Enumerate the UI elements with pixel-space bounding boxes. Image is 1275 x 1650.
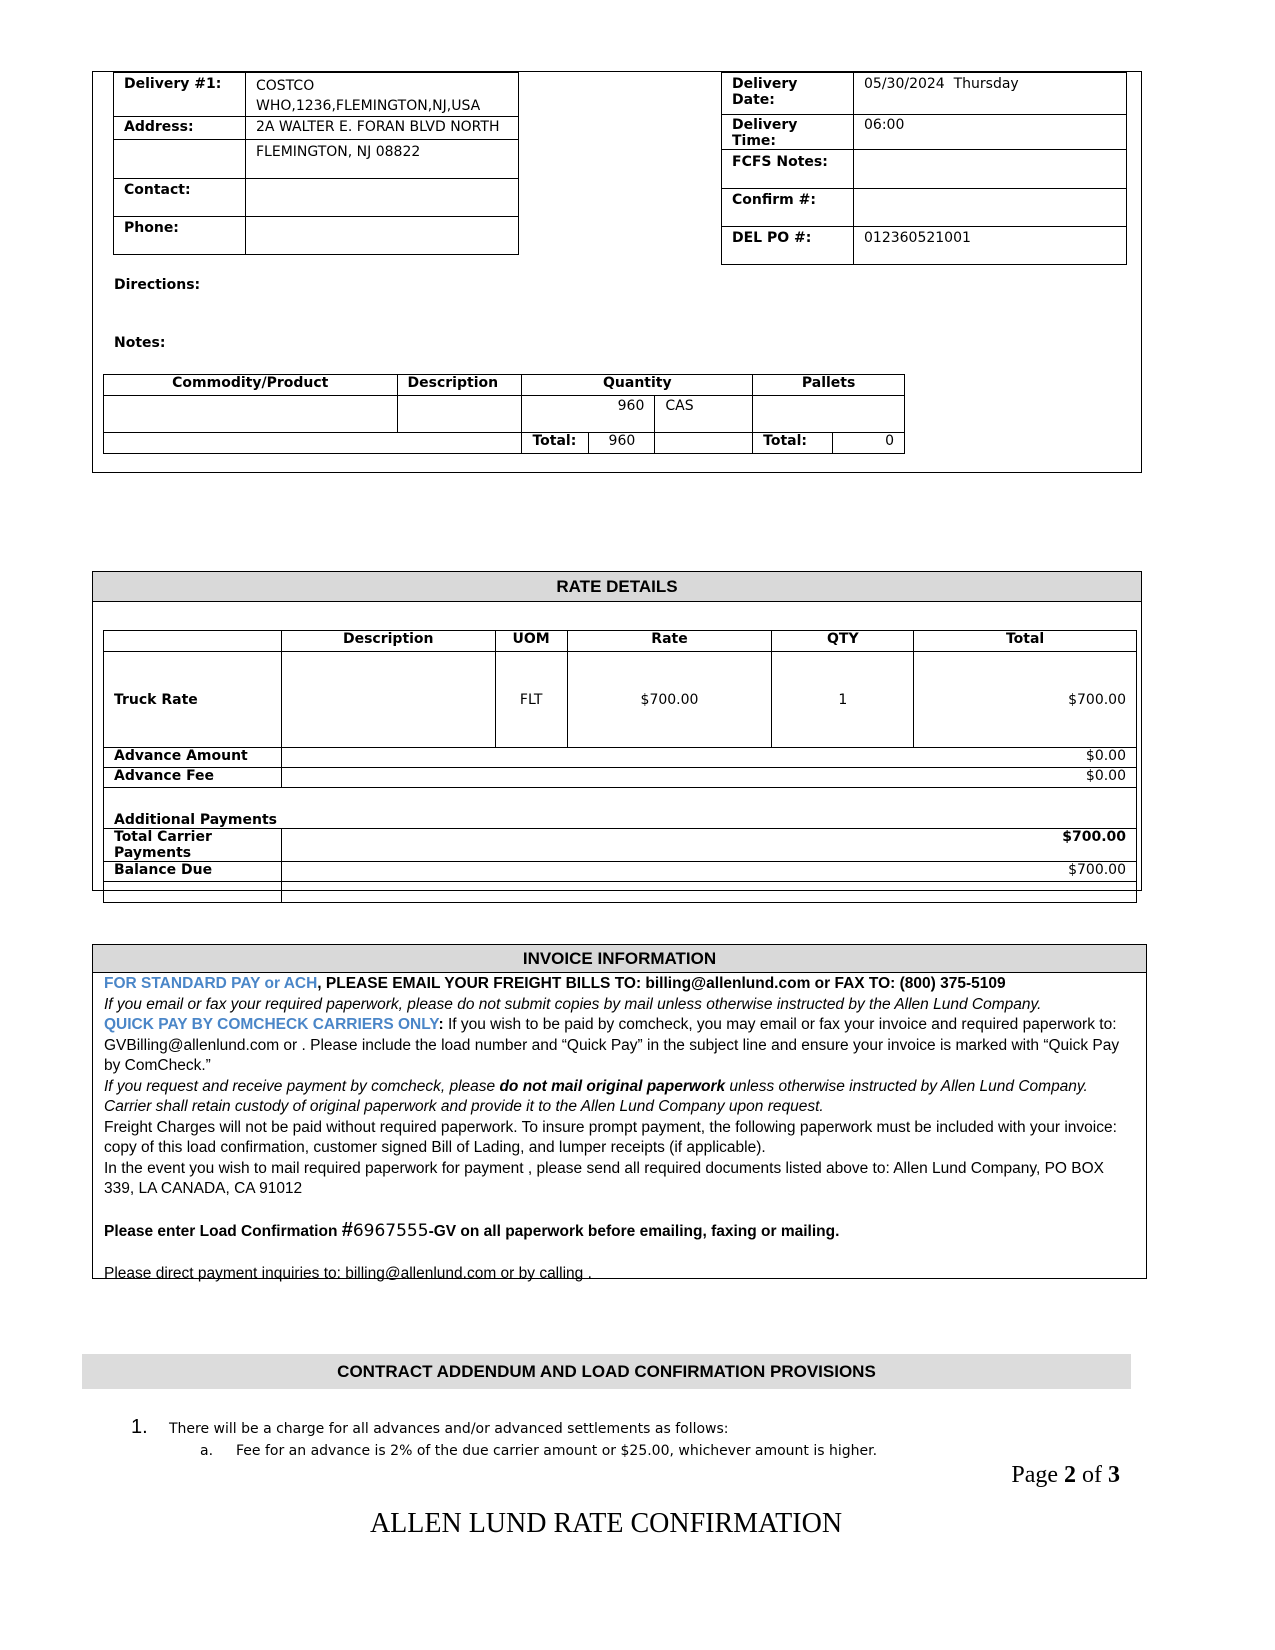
quantity-header: Quantity <box>522 375 753 396</box>
commodity-cell <box>104 396 398 433</box>
truck-rate-rate: $700.00 <box>567 652 772 748</box>
rate-empty-cell-2 <box>281 882 1136 903</box>
truck-rate-row <box>104 652 1137 748</box>
rate-details-title: RATE DETAILS <box>93 572 1141 602</box>
invoice-mail-note: In the event you wish to mail required paperwork for payment , please send all required documents listed above to: Allen Lund Company, PO BOX 339, LA CANADA, CA 91012 <box>104 1159 1105 1197</box>
truck-rate-uom: FLT <box>495 652 567 748</box>
invoice-title: INVOICE INFORMATION <box>93 945 1146 973</box>
total-carrier-payments-value: $700.00 <box>281 829 1136 862</box>
contract-item1-text: There will be a charge for all advances and/or advanced settlements as follows: <box>169 1421 729 1437</box>
delivery-right-table <box>721 72 1127 265</box>
contract-item1-number: 1. <box>131 1416 148 1438</box>
balance-due-value: $700.00 <box>281 862 1136 882</box>
comcheck-bold: do not mail original paperwork <box>499 1077 726 1095</box>
advance-amount-label: Advance Amount <box>104 748 282 768</box>
page-current: 2 <box>1064 1462 1076 1488</box>
contract-item1a-letter: a. <box>200 1443 214 1459</box>
rate-empty-cell-1 <box>104 882 282 903</box>
comcheck-pre: If you request and receive payment by comcheck, please <box>104 1077 500 1095</box>
standard-pay-text: , PLEASE EMAIL YOUR FREIGHT BILLS TO: billing@allenlund.com or FAX TO: (800) 375-5109 <box>317 975 1006 992</box>
page-total: 3 <box>1108 1462 1120 1488</box>
invoice-freight-note: Freight Charges will not be paid without required paperwork. To insure prompt payment, the following paperwork must be included with your invoice: copy of this load confirmation, customer signed Bill of Lading, and lumper receipts (if applicable). <box>104 1118 1117 1156</box>
del-po-label: DEL PO #: <box>722 227 854 265</box>
rate-header-qty: QTY <box>772 631 914 652</box>
advance-fee-label: Advance Fee <box>104 768 282 788</box>
notes-label: Notes: <box>114 335 166 351</box>
rate-header-total: Total <box>914 631 1137 652</box>
truck-rate-total: $700.00 <box>914 652 1137 748</box>
delivery-date-label: Delivery Date: <box>722 73 854 115</box>
comcheck-post: unless otherwise instructed by Allen Lund Company. <box>725 1077 1088 1095</box>
delivery-time-label: Delivery Time: <box>722 115 854 150</box>
delivery-value-line2: WHO,1236,FLEMINGTON,NJ,USA <box>256 98 481 114</box>
description-header: Description <box>397 375 522 396</box>
delivery-left-table <box>113 72 519 255</box>
invoice-no-mail-note: If you email or fax your required paperwork, please do not submit copies by mail unless otherwise instructed by the Allen Lund Company. <box>104 995 1042 1013</box>
invoice-standard-pay <box>104 974 1135 995</box>
invoice-quick-pay <box>104 1015 1135 1077</box>
quick-pay-colon: : <box>438 1016 444 1033</box>
delivery-time-value: 06:00 <box>854 115 1127 150</box>
del-po-value: 012360521001 <box>854 227 1127 265</box>
delivery-date-value: 05/30/2024 Thursday <box>854 73 1127 115</box>
fcfs-notes-label: FCFS Notes: <box>722 150 854 189</box>
quantity-unit: CAS <box>655 396 753 433</box>
commodity-table <box>103 374 905 454</box>
advance-amount-value: $0.00 <box>281 748 1136 768</box>
phone-value <box>246 217 519 255</box>
rate-header-blank <box>104 631 282 652</box>
address-line2: FLEMINGTON, NJ 08822 <box>246 140 519 179</box>
invoice-custody-note: Carrier shall retain custody of original paperwork and provide it to the Allen Lund Company upon request. <box>104 1098 824 1115</box>
contact-label: Contact: <box>114 179 246 217</box>
contract-title: CONTRACT ADDENDUM AND LOAD CONFIRMATION PROVISIONS <box>82 1354 1131 1389</box>
total-carrier-payments-label: Total Carrier Payments <box>104 829 282 862</box>
total-row-empty <box>104 433 522 454</box>
page-number <box>960 1462 1120 1489</box>
contract-item1a-text: Fee for an advance is 2% of the due carrier amount or $25.00, whichever amount is higher. <box>236 1443 878 1459</box>
address-empty-cell <box>114 140 246 179</box>
rate-header-rate: Rate <box>567 631 772 652</box>
address-label: Address: <box>114 117 246 140</box>
pallets-total-label: Total: <box>753 433 833 454</box>
truck-rate-label: Truck Rate <box>104 652 282 748</box>
description-cell <box>397 396 522 433</box>
phone-label: Phone: <box>114 217 246 255</box>
page-of: of <box>1076 1462 1108 1488</box>
load-number: 6967555 <box>352 1220 429 1241</box>
rate-header-uom: UOM <box>495 631 567 652</box>
invoice-inquiries: Please direct payment inquiries to: billing@allenlund.com or by calling . <box>104 1265 592 1282</box>
directions-label: Directions: <box>114 277 201 293</box>
qty-total-value: 960 <box>589 433 655 454</box>
invoice-comcheck-note <box>104 1077 1135 1098</box>
quick-pay-text: If you wish to be paid by comcheck, you may email or fax your invoice and required paperwork to: GVBilling@allenlund.com or . Please include the load number and “Quick Pay” in the subject line and ensure your invoice is marked with “Quick Pay by ComCheck.” <box>104 1016 1120 1074</box>
quick-pay-label: QUICK PAY BY COMCHECK CARRIERS ONLY <box>104 1016 439 1033</box>
pallets-cell <box>753 396 905 433</box>
truck-rate-description <box>281 652 495 748</box>
fcfs-notes-value <box>854 150 1127 189</box>
footer-title: ALLEN LUND RATE CONFIRMATION <box>369 1508 843 1539</box>
commodity-header: Commodity/Product <box>104 375 398 396</box>
confirm-label: Confirm #: <box>722 189 854 227</box>
delivery-label: Delivery #1: <box>114 73 246 117</box>
pallets-total-value: 0 <box>833 433 905 454</box>
balance-due-label: Balance Due <box>104 862 282 882</box>
page-word: Page <box>1011 1462 1064 1488</box>
pallets-header: Pallets <box>753 375 905 396</box>
load-post: -GV on all paperwork before emailing, faxing or mailing. <box>428 1222 840 1240</box>
qty-total-label: Total: <box>522 433 589 454</box>
rate-table <box>103 630 1137 903</box>
standard-pay-label: FOR STANDARD PAY or ACH <box>104 975 318 992</box>
quantity-value: 960 <box>522 396 655 433</box>
advance-fee-value: $0.00 <box>281 768 1136 788</box>
invoice-load-confirmation <box>104 1220 1135 1243</box>
delivery-value <box>246 73 519 117</box>
truck-rate-qty: 1 <box>772 652 914 748</box>
qty-total-empty <box>655 433 753 454</box>
additional-payments-label: Additional Payments <box>104 788 1137 829</box>
address-line1: 2A WALTER E. FORAN BLVD NORTH <box>246 117 519 140</box>
load-hash: # <box>341 1218 353 1241</box>
delivery-value-line1: COSTCO <box>256 78 315 94</box>
confirm-value <box>854 189 1127 227</box>
invoice-section <box>92 944 1147 1282</box>
load-pre: Please enter Load Confirmation <box>104 1222 342 1240</box>
rate-header-description: Description <box>281 631 495 652</box>
contact-value <box>246 179 519 217</box>
